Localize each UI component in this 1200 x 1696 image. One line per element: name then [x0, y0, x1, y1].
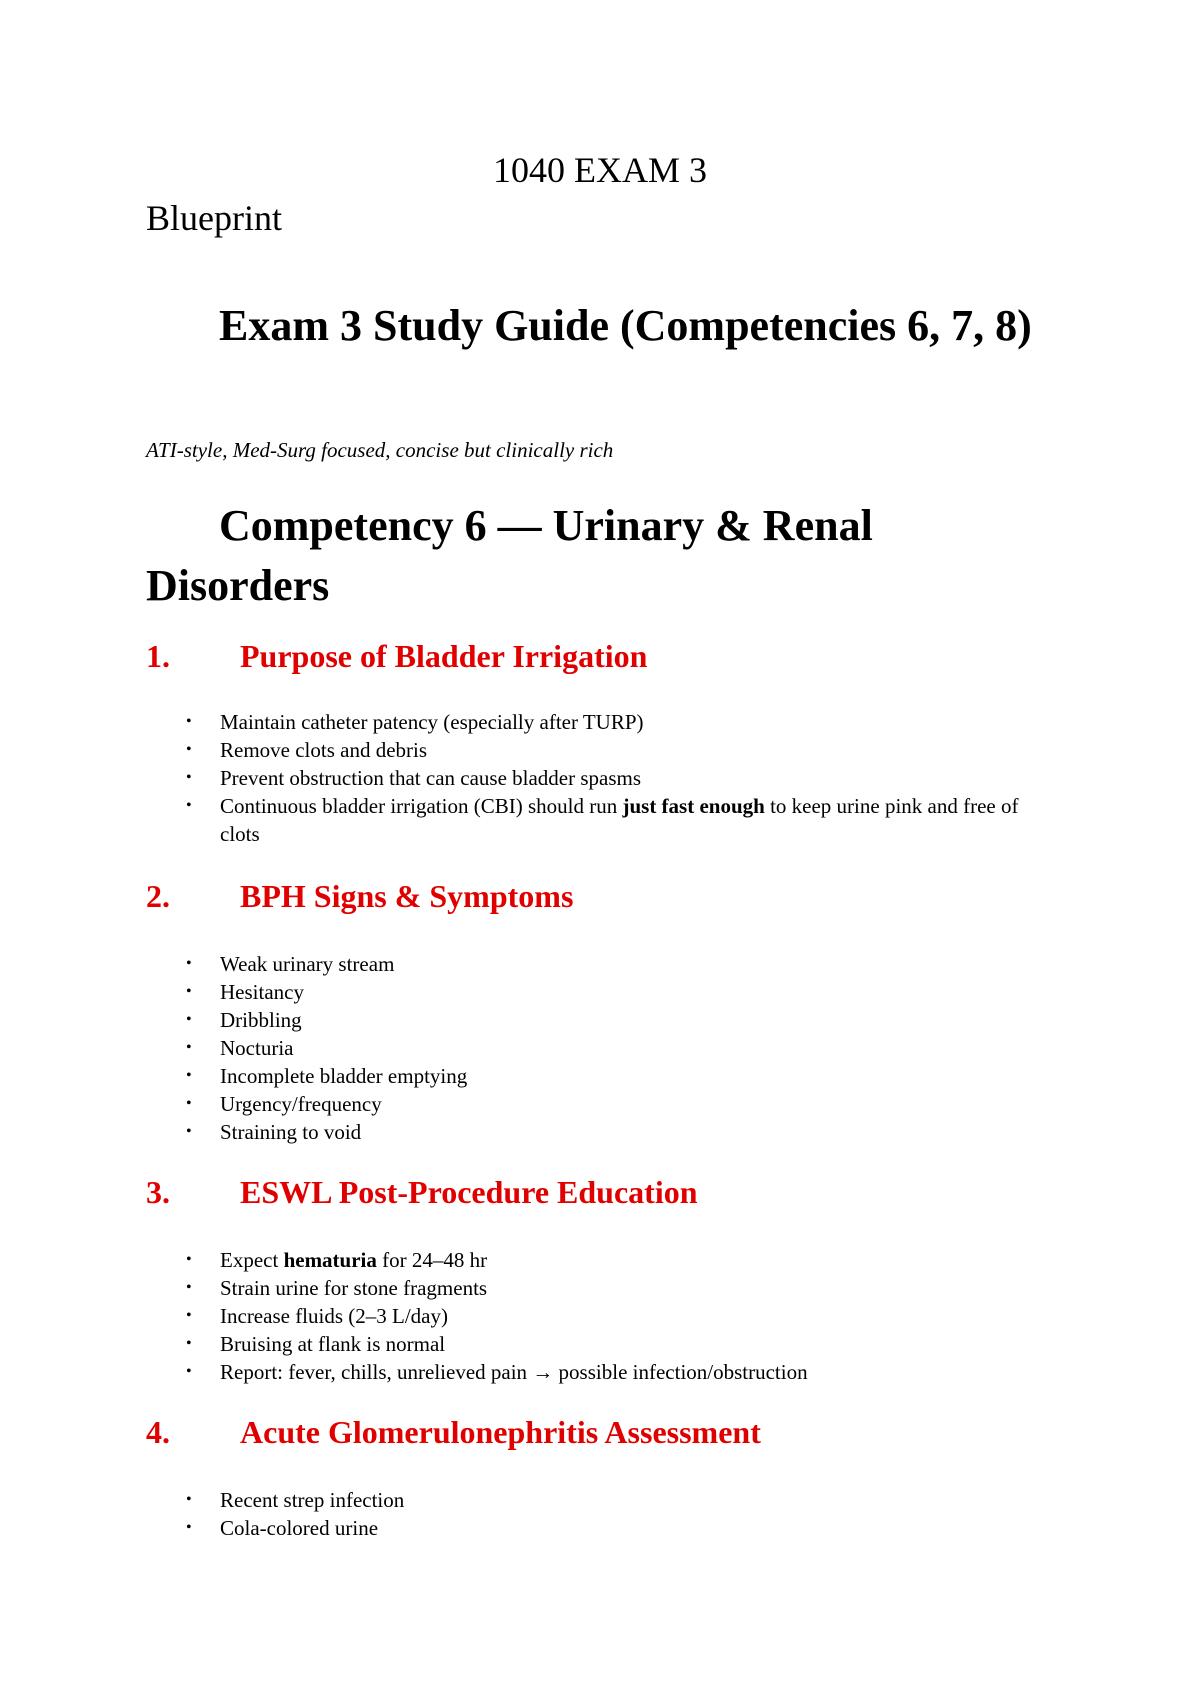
section-heading	[146, 1412, 761, 1452]
emphasis-text: hematuria	[283, 1248, 377, 1272]
list-item	[186, 1274, 1046, 1302]
bullet-icon: •	[186, 1307, 192, 1324]
list-item	[186, 764, 1046, 792]
list-item-text: Bruising at flank is normal	[220, 1332, 446, 1356]
list-item-text: Maintain catheter patency (especially after TURP)	[220, 710, 644, 734]
bullet-icon: •	[186, 769, 192, 786]
bullet-icon: •	[186, 1011, 192, 1028]
list-item-text: Weak urinary stream	[220, 952, 395, 976]
list-item	[186, 1302, 1046, 1330]
list-item	[186, 1006, 1046, 1034]
section-title: ESWL Post-Procedure Education	[240, 1174, 698, 1210]
bullet-icon: •	[186, 983, 192, 1000]
list-item	[186, 950, 1046, 978]
bullet-icon: •	[186, 1519, 192, 1536]
list-item	[186, 708, 1046, 736]
list-item	[186, 1090, 1046, 1118]
bullet-icon: •	[186, 797, 192, 814]
list-item-text: Remove clots and debris	[220, 738, 428, 762]
bullet-icon: •	[186, 1123, 192, 1140]
list-item-text: Strain urine for stone fragments	[220, 1276, 488, 1300]
bullet-list	[186, 950, 1046, 1146]
list-item-text: Straining to void	[220, 1120, 362, 1144]
list-item	[186, 1246, 1046, 1274]
bullet-icon: •	[186, 1095, 192, 1112]
bullet-icon: •	[186, 1279, 192, 1296]
section-number: 4.	[146, 1414, 170, 1450]
list-item-text: to keep urine pink and free of clots	[220, 794, 1019, 846]
list-item-text: Recent strep infection	[220, 1488, 405, 1512]
section-number: 1.	[146, 638, 170, 674]
bullet-icon: •	[186, 1491, 192, 1508]
bullet-icon: •	[186, 1039, 192, 1056]
list-item	[186, 978, 1046, 1006]
section-heading	[146, 636, 647, 676]
bullet-list	[186, 1486, 1046, 1542]
list-item-text: Prevent obstruction that can cause bladder spasms	[220, 766, 642, 790]
list-item-text: Report: fever, chills, unrelieved pain → possible infection/obstruction	[220, 1360, 808, 1384]
section-title: Purpose of Bladder Irrigation	[240, 638, 648, 674]
document-title: 1040 EXAM 3	[493, 150, 707, 190]
list-item	[186, 736, 1046, 764]
list-item-text: for 24–48 hr	[376, 1248, 488, 1272]
list-item-text: Continuous bladder irrigation (CBI) should run	[220, 794, 623, 818]
section-title: Acute Glomerulonephritis Assessment	[240, 1414, 761, 1450]
list-item	[186, 1514, 1046, 1542]
tagline: ATI-style, Med-Surg focused, concise but clinically rich	[146, 438, 614, 462]
section-number: 2.	[146, 878, 170, 914]
list-item-text: Expect	[220, 1248, 284, 1272]
bullet-icon: •	[186, 713, 192, 730]
list-item-text: Dribbling	[220, 1008, 302, 1032]
bullet-icon: •	[186, 1363, 192, 1380]
study-guide-heading: Exam 3 Study Guide (Competencies 6, 7, 8)	[219, 301, 1032, 350]
list-item-text: Incomplete bladder emptying	[220, 1064, 468, 1088]
competency-heading: Competency 6 — Urinary & Renal Disorders	[146, 501, 873, 610]
list-item	[186, 1358, 1046, 1386]
list-item	[186, 1062, 1046, 1090]
bullet-icon: •	[186, 955, 192, 972]
list-item	[186, 792, 1046, 848]
bullet-icon: •	[186, 741, 192, 758]
list-item	[186, 1330, 1046, 1358]
section-heading	[146, 876, 573, 916]
bullet-icon: •	[186, 1335, 192, 1352]
list-item-text: Hesitancy	[220, 980, 304, 1004]
list-item	[186, 1118, 1046, 1146]
list-item	[186, 1486, 1046, 1514]
bullet-icon: •	[186, 1251, 192, 1268]
list-item-text: Urgency/frequency	[220, 1092, 382, 1116]
section-heading	[146, 1172, 698, 1212]
bullet-list	[186, 1246, 1046, 1386]
document-subtitle: Blueprint	[146, 198, 282, 238]
bullet-icon: •	[186, 1067, 192, 1084]
list-item-text: Increase fluids (2–3 L/day)	[220, 1304, 448, 1328]
emphasis-text: just fast enough	[622, 794, 765, 818]
section-number: 3.	[146, 1174, 170, 1210]
section-title: BPH Signs & Symptoms	[240, 878, 574, 914]
list-item	[186, 1034, 1046, 1062]
bullet-list	[186, 708, 1046, 848]
list-item-text: Cola-colored urine	[220, 1516, 379, 1540]
list-item-text: Nocturia	[220, 1036, 294, 1060]
